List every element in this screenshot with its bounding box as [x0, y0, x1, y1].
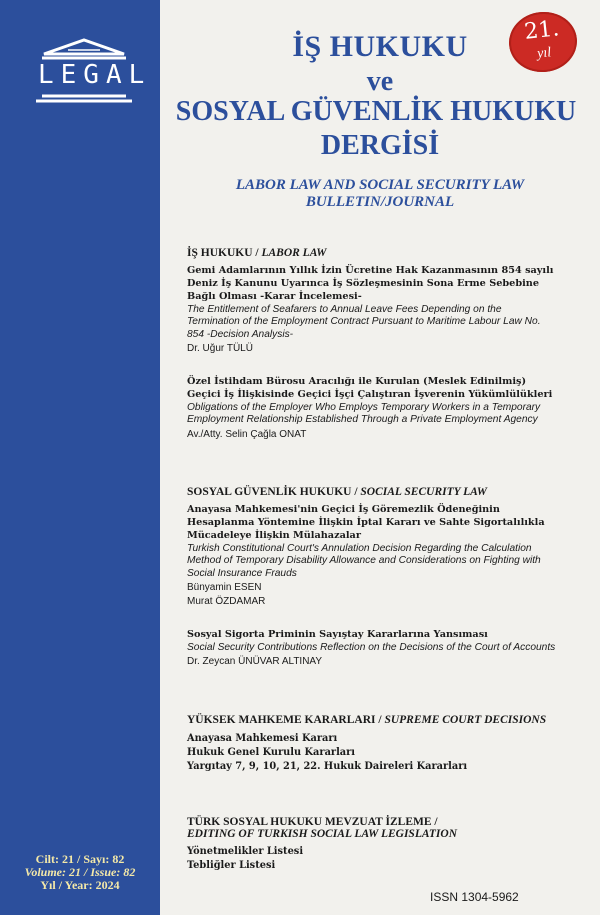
list-item: Yargıtay 7, 9, 10, 21, 22. Hukuk Daireleri Kararları — [187, 761, 468, 772]
article-author: Dr. Zeycan ÜNÜVAR ALTINAY — [187, 656, 323, 668]
list-item: Anayasa Mahkemesi Kararı — [187, 733, 338, 744]
article-block — [187, 628, 557, 668]
article-title-en: Social Security Contributions Reflection on the Decisions of the Court of Accounts — [187, 642, 556, 653]
title-line-3: SOSYAL GÜVENLİK HUKUKU — [175, 96, 577, 127]
article-block — [187, 375, 557, 441]
article-author: Dr. Uğur TÜLÜ — [187, 343, 253, 355]
section-heading-labor: İŞ HUKUKU / LABOR LAW — [187, 247, 327, 259]
article-title-en: Obligations of the Employer Who Employs Temporary Workers in a Temporary Employment Relationship Established Through a Private Employment Agency — [187, 402, 541, 426]
article-title-en: Turkish Constitutional Court's Annulation Decision Regarding the Calculation Method of Temporary Disability Allowance and Considerations on Fighting with Social Insurance Frauds — [187, 543, 541, 579]
article-author: Murat ÖZDAMAR — [187, 596, 266, 608]
title-line-4: DERGİSİ — [320, 130, 440, 161]
article-author: Bünyamin ESEN — [187, 582, 262, 594]
article-title-en: The Entitlement of Seafarers to Annual Leave Fees Depending on the Termination of the Employment Contract Pursuant to Maritime Labour Law No. 854 -Decision Analysis- — [187, 304, 541, 340]
article-title-tr: Sosyal Sigorta Priminin Sayıştay Kararlarına Yansıması — [187, 629, 488, 640]
section-heading-supreme: YÜKSEK MAHKEME KARARLARI / SUPREME COURT DECISIONS — [187, 714, 547, 726]
section-labor-law — [187, 247, 557, 355]
sidebar — [0, 0, 160, 915]
section-legislation — [187, 816, 557, 873]
badge-number: 21. — [523, 16, 561, 45]
section-supreme-court — [187, 713, 557, 774]
list-item: Hukuk Genel Kurulu Kararları — [187, 747, 356, 758]
article-title-tr: Anayasa Mahkemesi'nin Geçici İş Göremezlik Ödeneğinin Hesaplanma Yöntemine İlişkin İptal Kararı ve Sahte Sigortalılıkla Mücadeleye İlişkin Mülahazalar — [187, 504, 545, 541]
section-heading-legislation-tr: TÜRK SOSYAL HUKUKU MEVZUAT İZLEME / — [187, 816, 438, 828]
year: Yıl / Year: 2024 — [40, 878, 120, 892]
section-heading-social: SOSYAL GÜVENLİK HUKUKU / SOCIAL SECURITY LAW — [187, 486, 487, 498]
issn: ISSN 1304-5962 — [430, 890, 519, 904]
section-social-security — [187, 486, 557, 608]
subtitle-line-2: BULLETIN/JOURNAL — [305, 194, 455, 210]
title-line-2: ve — [366, 66, 394, 97]
list-item: Tebliğler Listesi — [187, 860, 276, 871]
title-line-1: İŞ HUKUKU — [292, 30, 468, 63]
logo-text: LEGAL — [38, 60, 152, 90]
article-title-tr: Özel İstihdam Bürosu Aracılığı ile Kurulan (Meslek Edinilmiş) Geçici İş İlişkisinde Geçici İşçi Çalıştıran İşverenin Yükümlülükleri — [187, 376, 553, 400]
article-author: Av./Atty. Selin Çağla ONAT — [187, 428, 307, 440]
legal-logo — [34, 38, 152, 108]
article-title-tr: Gemi Adamlarının Yıllık İzin Ücretine Hak Kazanmasının 854 sayılı Deniz İş Kanunu Uyarınca İş Sözleşmesinin Sona Erme Sebebine Bağlı Olması -Karar İncelemesi- — [187, 265, 554, 302]
list-item: Yönetmelikler Listesi — [187, 846, 304, 857]
volume-tr: Cilt: 21 / Sayı: 82 — [35, 852, 125, 866]
badge-label: yıl — [536, 45, 552, 62]
subtitle-line-1: LABOR LAW AND SOCIAL SECURITY LAW — [235, 177, 525, 193]
section-heading-legislation-en: EDITING OF TURKISH SOCIAL LAW LEGISLATION — [187, 828, 458, 840]
volume-en: Volume: 21 / Issue: 82 — [24, 865, 136, 879]
